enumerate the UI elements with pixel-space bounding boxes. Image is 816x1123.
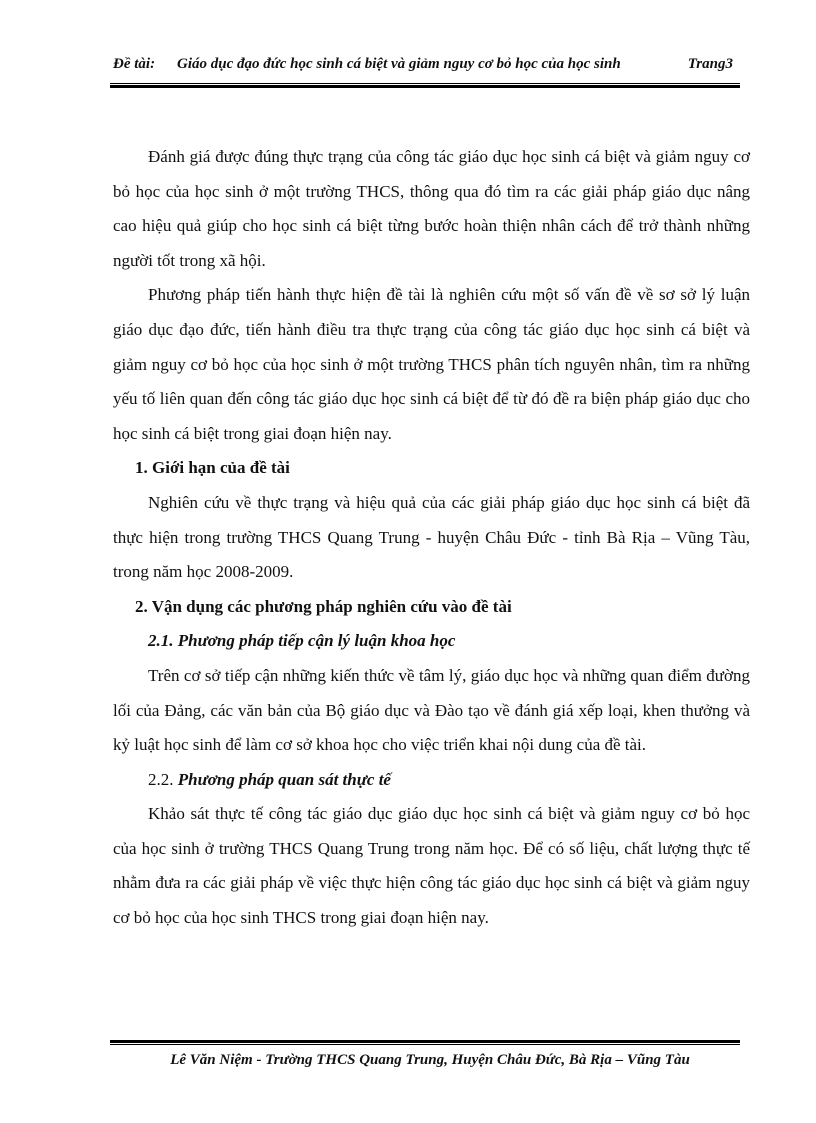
- heading-methods: 2. Vận dụng các phương pháp nghiên cứu vào đề tài: [135, 596, 512, 616]
- page-header: [113, 56, 733, 80]
- paragraph-scope: Nghiên cứu về thực trạng và hiệu quả của các giải pháp giáo dục học sinh cá biệt đã thực hiện trong trường THCS Quang Trung - huyện Châu Đức - tỉnh Bà Rịa – Vũng Tàu, trong năm học 2008-2009.: [113, 492, 750, 582]
- paragraph-theory: Trên cơ sở tiếp cận những kiến thức về tâm lý, giáo dục học và những quan điểm đường lối của Đảng, các văn bản của Bộ giáo dục và Đào tạo về đánh giá xếp loại, khen thưởng và kỷ luật học sinh để làm cơ sở khoa học cho việc triển khai nội dung của đề tài.: [113, 665, 750, 755]
- subheading-observation: [113, 763, 750, 798]
- header-page-number: Trang3: [687, 56, 733, 72]
- header-rule: [110, 83, 740, 88]
- paragraph-objective: Đánh giá được đúng thực trạng của công tác giáo dục học sinh cá biệt và giảm nguy cơ bỏ học của học sinh ở một trường THCS, thông qua đó tìm ra các giải pháp giáo dục nâng cao hiệu quả giúp cho học sinh cá biệt từng bước hoàn thiện nhân cách để trở thành những người tốt trong xã hội.: [113, 147, 750, 270]
- header-label: Đề tài:: [113, 56, 156, 72]
- subheading-number: 2.2.: [148, 769, 174, 789]
- footer-rule: [110, 1040, 740, 1045]
- header-title: Giáo dục đạo đức học sinh cá biệt và giảm nguy cơ bỏ học của học sinh: [177, 56, 621, 72]
- paragraph-observation: Khảo sát thực tế công tác giáo dục giáo dục học sinh cá biệt và giảm nguy cơ bỏ học của học sinh ở trường THCS Quang Trung trong năm học. Để có số liệu, chất lượng thực tế nhằm đưa ra các giải pháp về việc thực hiện công tác giáo dục học sinh cá biệt và giảm nguy cơ bỏ học của học sinh THCS trong giai đoạn hiện nay.: [113, 804, 750, 928]
- page-footer: Lê Văn Niệm - Trường THCS Quang Trung, Huyện Châu Đức, Bà Rịa – Vũng Tàu: [170, 1052, 690, 1068]
- subheading-theory: 2.1. Phương pháp tiếp cận lý luận khoa học: [148, 631, 456, 651]
- subheading-title: Phương pháp quan sát thực tế: [177, 769, 391, 789]
- paragraph-method: Phương pháp tiến hành thực hiện đề tài là nghiên cứu một số vấn đề về sơ sở lý luận giáo dục đạo đức, tiến hành điều tra thực trạng của công tác giáo dục học sinh cá biệt và giảm nguy cơ bỏ học của học sinh ở một trường THCS phân tích nguyên nhân, tìm ra những yếu tố liên quan đến công tác giáo dục học sinh cá biệt để từ đó đề ra biện pháp giáo dục cho học sinh cá biệt trong giai đoạn hiện nay.: [113, 285, 750, 443]
- heading-scope: 1. Giới hạn của đề tài: [135, 458, 290, 478]
- document-body: [113, 140, 750, 936]
